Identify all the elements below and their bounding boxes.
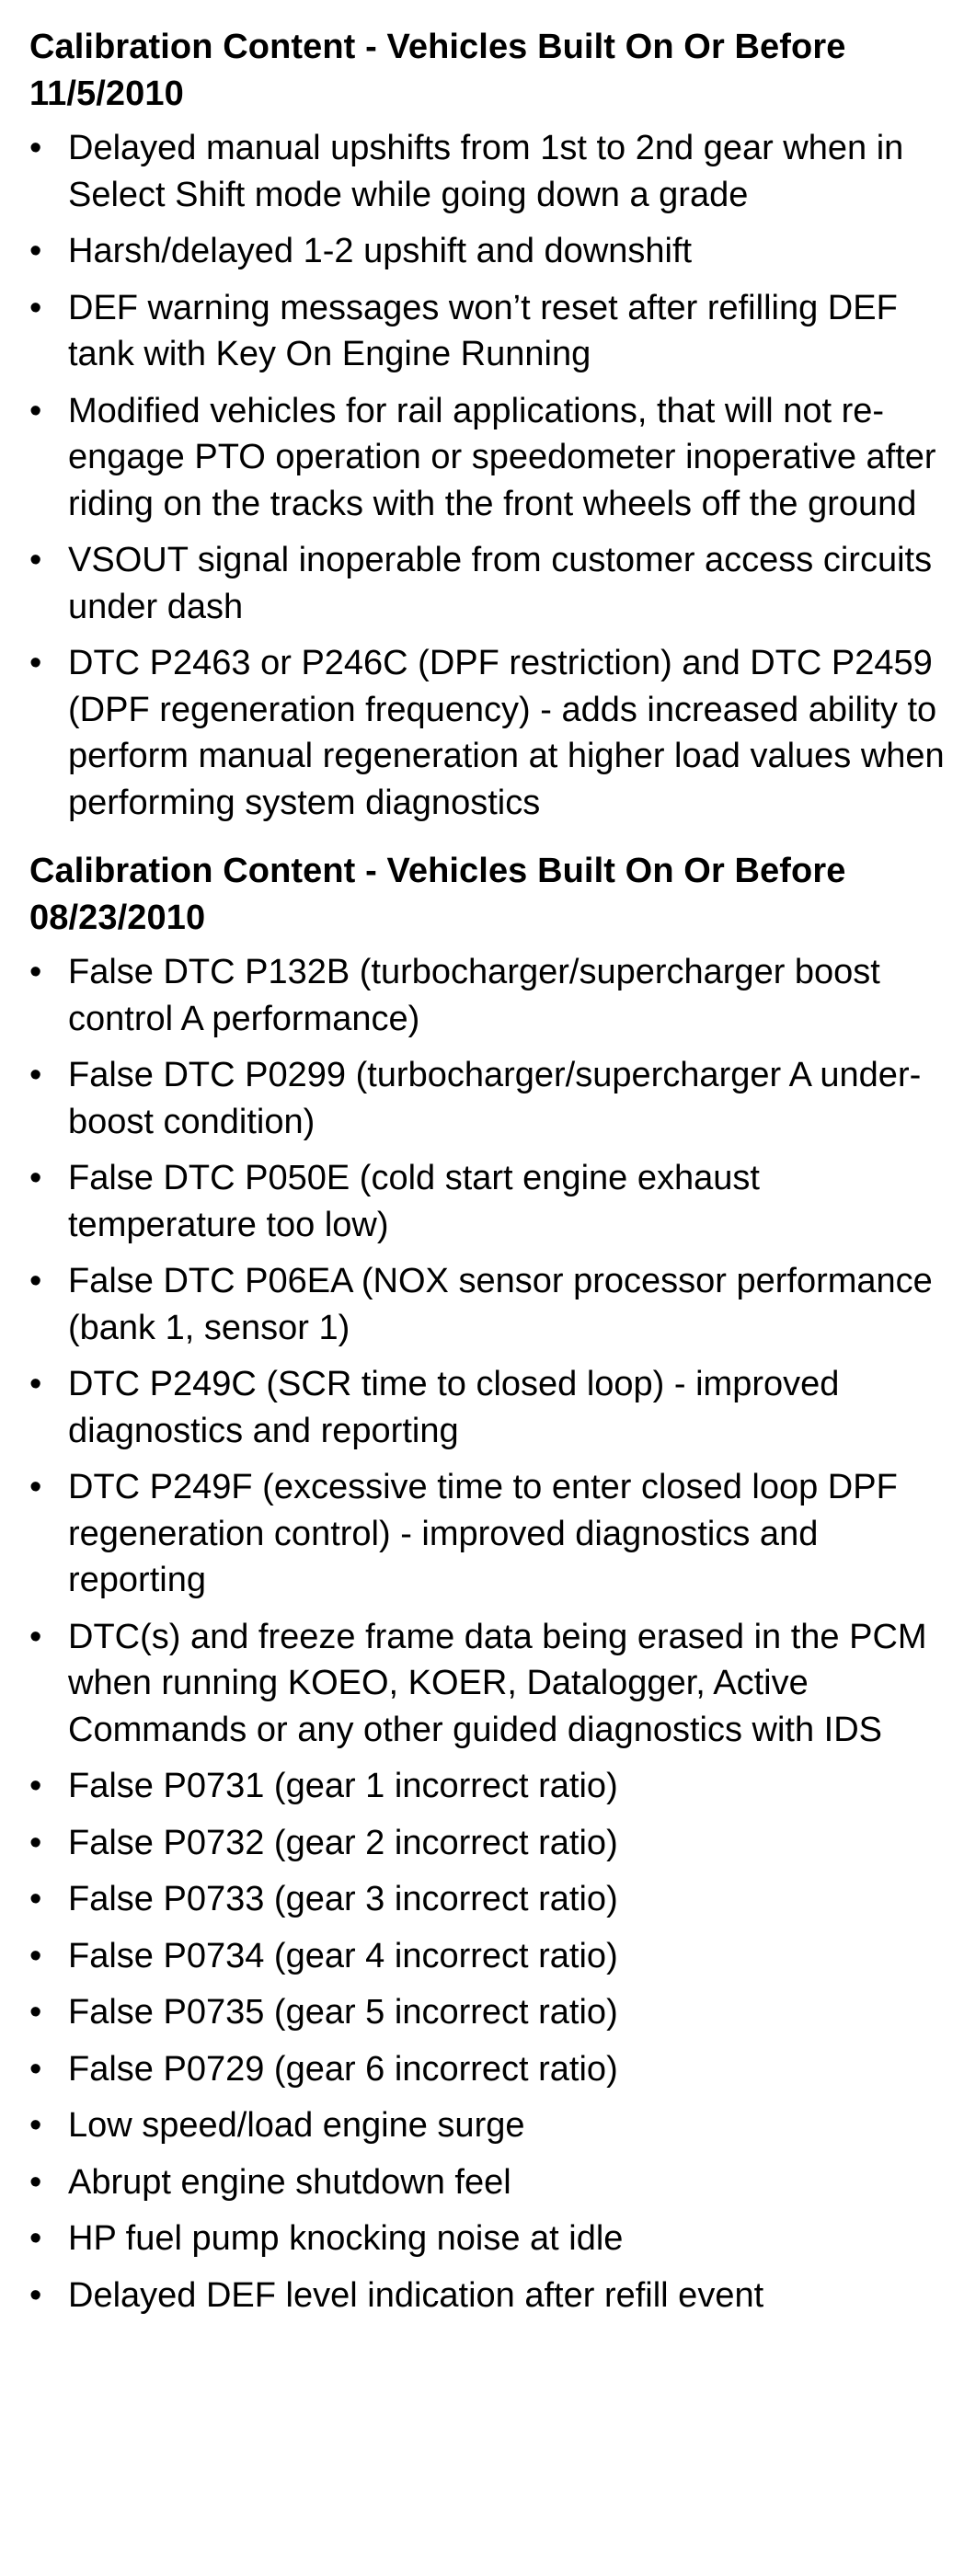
list-item: [29, 1155, 946, 1248]
list-item: [29, 1989, 946, 2036]
list-item: [29, 2102, 946, 2149]
bullet-icon: •: [29, 1936, 42, 1975]
list-item-text: False P0729 (gear 6 incorrect ratio): [68, 2049, 618, 2089]
list-item: [29, 537, 946, 630]
list-item-text: False DTC P06EA (NOX sensor processor performance (bank 1, sensor 1): [68, 1262, 933, 1347]
section-heading: Calibration Content - Vehicles Built On Or Before 11/5/2010: [29, 28, 846, 113]
section-heading: Calibration Content - Vehicles Built On Or Before 08/23/2010: [29, 852, 846, 937]
bullet-icon: •: [29, 2049, 42, 2089]
bullet-icon: •: [29, 953, 42, 991]
list-item-text: False P0732 (gear 2 incorrect ratio): [68, 1823, 618, 1862]
bullet-icon: •: [29, 2162, 42, 2202]
bullet-icon: •: [29, 1823, 42, 1862]
list-item-text: False P0734 (gear 4 incorrect ratio): [68, 1936, 618, 1975]
list-item-text: Harsh/delayed 1-2 upshift and downshift: [68, 232, 693, 270]
list-item: [29, 285, 946, 378]
calibration-section: [29, 848, 946, 2318]
list-item-text: DTC P249F (excessive time to enter closed loop DPF regeneration control) - improved diagnostics and reporting: [68, 1468, 898, 1599]
bullet-icon: •: [29, 1159, 42, 1197]
list-item-text: False P0735 (gear 5 incorrect ratio): [68, 1993, 618, 2032]
list-item: [29, 2273, 946, 2319]
list-item-text: Delayed DEF level indication after refill event: [68, 2275, 764, 2315]
list-item-text: DEF warning messages won’t reset after refilling DEF tank with Key On Engine Running: [68, 288, 898, 373]
list-item: [29, 228, 946, 275]
list-item-text: Low speed/load engine surge: [68, 2106, 525, 2145]
list-item: [29, 1820, 946, 1867]
list-item-text: DTC P2463 or P246C (DPF restriction) and DTC P2459 (DPF regeneration frequency) - adds increased ability to perform manual regeneration at higher load values when performing system diagnostics: [68, 644, 945, 822]
list-item: [29, 1361, 946, 1454]
sections-container: [29, 24, 946, 2318]
bullet-icon: •: [29, 391, 42, 430]
bullet-icon: •: [29, 2219, 42, 2258]
list-item-text: HP fuel pump knocking noise at idle: [68, 2219, 624, 2258]
list-item-text: False P0733 (gear 3 incorrect ratio): [68, 1880, 618, 1918]
bullet-icon: •: [29, 1767, 42, 1805]
list-item-text: False DTC P0299 (turbocharger/supercharger A under-boost condition): [68, 1056, 922, 1141]
bullet-icon: •: [29, 1056, 42, 1094]
list-item: [29, 1052, 946, 1145]
list-item: [29, 2159, 946, 2206]
bullet-icon: •: [29, 2106, 42, 2145]
calibration-section: [29, 24, 946, 826]
list-item-text: Modified vehicles for rail applications, that will not re-engage PTO operation or speedometer inoperative after riding on the tracks with the front wheels off the ground: [68, 391, 936, 523]
list-item: [29, 640, 946, 826]
bullet-icon: •: [29, 1993, 42, 2032]
list-item: [29, 1933, 946, 1980]
bullet-icon: •: [29, 1262, 42, 1300]
bullet-icon: •: [29, 288, 42, 327]
list-item: [29, 388, 946, 528]
bullet-icon: •: [29, 644, 42, 682]
list-item: [29, 1763, 946, 1810]
bullet-list: [29, 949, 946, 2318]
list-item-text: VSOUT signal inoperable from customer access circuits under dash: [68, 541, 933, 626]
list-item: [29, 125, 946, 218]
bullet-icon: •: [29, 2275, 42, 2315]
list-item-text: DTC P249C (SCR time to closed loop) - improved diagnostics and reporting: [68, 1365, 840, 1450]
bullet-icon: •: [29, 1468, 42, 1506]
list-item-text: DTC(s) and freeze frame data being erased in the PCM when running KOEO, KOER, Datalogger, Active Commands or any other guided diagnostics with IDS: [68, 1617, 927, 1749]
list-item: [29, 2215, 946, 2262]
bullet-list: [29, 125, 946, 826]
bullet-icon: •: [29, 1365, 42, 1403]
list-item: [29, 2046, 946, 2093]
list-item-text: False DTC P132B (turbocharger/supercharger boost control A performance): [68, 953, 880, 1038]
list-item-text: False DTC P050E (cold start engine exhaust temperature too low): [68, 1159, 760, 1244]
bullet-icon: •: [29, 129, 42, 167]
list-item-text: False P0731 (gear 1 incorrect ratio): [68, 1767, 618, 1805]
list-item: [29, 1258, 946, 1351]
bullet-icon: •: [29, 1880, 42, 1918]
bullet-icon: •: [29, 541, 42, 579]
list-item: [29, 1876, 946, 1923]
list-item: [29, 1614, 946, 1754]
list-item-text: Abrupt engine shutdown feel: [68, 2162, 511, 2202]
bullet-icon: •: [29, 1617, 42, 1656]
list-item-text: Delayed manual upshifts from 1st to 2nd gear when in Select Shift mode while going down a grade: [68, 129, 904, 214]
bullet-icon: •: [29, 232, 42, 270]
list-item: [29, 949, 946, 1042]
list-item: [29, 1464, 946, 1604]
